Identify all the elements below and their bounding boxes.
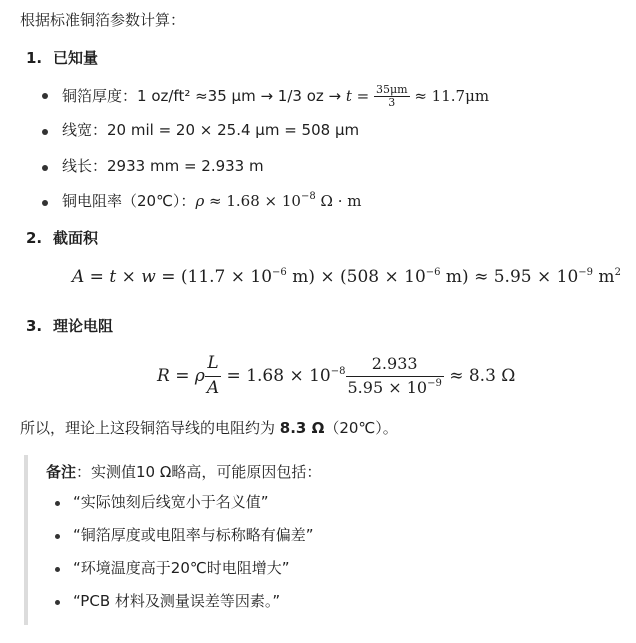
note-text: ：实测值10 Ω略高，可能原因包括： <box>76 463 322 481</box>
eq-exponent: −6 <box>425 267 441 278</box>
blockquote-bar <box>24 455 28 625</box>
conclusion-text <box>20 418 398 439</box>
eq-text: = 1.68 × 10 <box>221 365 331 386</box>
thickness-label: 铜箔厚度： <box>62 87 138 105</box>
resistivity-exponent: −8 <box>300 191 316 202</box>
section-title: 截面积 <box>53 229 99 247</box>
thickness-eq: = <box>351 87 374 105</box>
resistivity-unit: Ω · m <box>315 192 362 210</box>
fraction-l-over-a <box>205 352 221 401</box>
note-list-item <box>73 525 314 546</box>
thickness-result: ≈ 11.7μm <box>409 87 490 105</box>
resistivity-value: ≈ 1.68 × 10 <box>204 192 301 210</box>
note-item-text: “实际蚀刻后线宽小于名义值” <box>73 493 269 511</box>
note-list-item <box>73 558 289 579</box>
section-heading-resistance <box>26 316 113 337</box>
eq-exponent: −9 <box>427 377 442 389</box>
resistivity-label: 铜电阻率（20℃）： <box>62 192 196 210</box>
list-item-thickness <box>62 84 489 109</box>
eq-text: 5.95 × 10 <box>347 377 428 397</box>
length-label: 线长： <box>62 157 108 175</box>
eq-exponent: 2 <box>614 267 621 278</box>
section-number: 2. <box>26 229 43 247</box>
width-text: 20 mil = 20 × 25.4 μm = 508 μm <box>107 121 360 139</box>
thickness-text: 1 oz/ft² ≈35 μm → 1/3 oz → <box>137 87 346 105</box>
eq-text: × <box>116 267 142 287</box>
length-text: 2933 mm = 2.933 m <box>107 157 264 175</box>
resistivity-var: ρ <box>195 192 205 210</box>
section-heading-area <box>26 228 98 249</box>
fraction-values <box>346 353 444 399</box>
bullet-icon <box>55 567 60 572</box>
bullet-icon <box>55 600 60 605</box>
width-label: 线宽： <box>62 121 108 139</box>
eq-text: = (11.7 × 10 <box>155 267 273 287</box>
eq-text: m) × (508 × 10 <box>286 267 426 287</box>
note-item-text: “铜箔厚度或电阻率与标称略有偏差” <box>73 526 314 544</box>
eq-symbol: ρ <box>194 365 205 386</box>
bullet-icon <box>42 165 48 171</box>
resistance-equation <box>157 352 515 401</box>
eq-text: ≈ 8.3 Ω <box>443 365 516 386</box>
eq-symbol: t <box>109 267 117 287</box>
thickness-var: t <box>345 87 352 105</box>
note-list-item <box>73 591 280 612</box>
bullet-icon <box>42 200 48 206</box>
fraction-numerator: 2.933 <box>371 354 418 374</box>
eq-exponent: −8 <box>330 365 346 377</box>
fraction-numerator: L <box>207 353 219 373</box>
note-list-item <box>73 492 269 513</box>
note-heading <box>46 462 321 483</box>
fraction-denominator <box>346 376 444 399</box>
bullet-icon <box>42 129 48 135</box>
section-number: 3. <box>26 317 43 335</box>
eq-text: m) ≈ 5.95 × 10 <box>440 267 579 287</box>
section-heading-known <box>26 48 98 69</box>
fraction-numerator: 35μm <box>376 83 408 96</box>
intro-text: 根据标准铜箔参数计算： <box>20 11 186 29</box>
list-item-width <box>62 120 359 141</box>
area-equation <box>72 266 621 290</box>
note-item-text: “PCB 材料及测量误差等因素。” <box>73 592 281 610</box>
bullet-icon <box>42 93 48 99</box>
section-title: 已知量 <box>53 49 99 67</box>
conclusion-prefix: 所以，理论上这段铜箔导线的电阻约为 <box>20 419 280 437</box>
section-number: 1. <box>26 49 43 67</box>
section-title: 理论电阻 <box>53 317 114 335</box>
note-label: 备注 <box>46 463 77 481</box>
eq-exponent: −6 <box>272 267 287 278</box>
fraction-denominator: 3 <box>374 96 410 109</box>
bullet-icon <box>55 534 60 539</box>
thickness-fraction <box>374 84 410 109</box>
bullet-icon <box>55 501 60 506</box>
eq-symbol: w <box>141 267 156 287</box>
eq-symbol: R <box>157 365 170 386</box>
note-item-text: “环境温度高于20℃时电阻增大” <box>73 559 290 577</box>
eq-exponent: −9 <box>578 267 594 278</box>
conclusion-value: 8.3 Ω <box>279 419 325 437</box>
eq-text: = <box>169 365 195 386</box>
conclusion-suffix: （20℃）。 <box>324 419 398 437</box>
eq-symbol: A <box>72 267 85 287</box>
fraction-denominator: A <box>205 376 221 401</box>
eq-text: = <box>84 267 110 287</box>
list-item-length <box>62 156 264 177</box>
eq-text: m <box>593 267 615 287</box>
list-item-resistivity <box>62 191 361 212</box>
